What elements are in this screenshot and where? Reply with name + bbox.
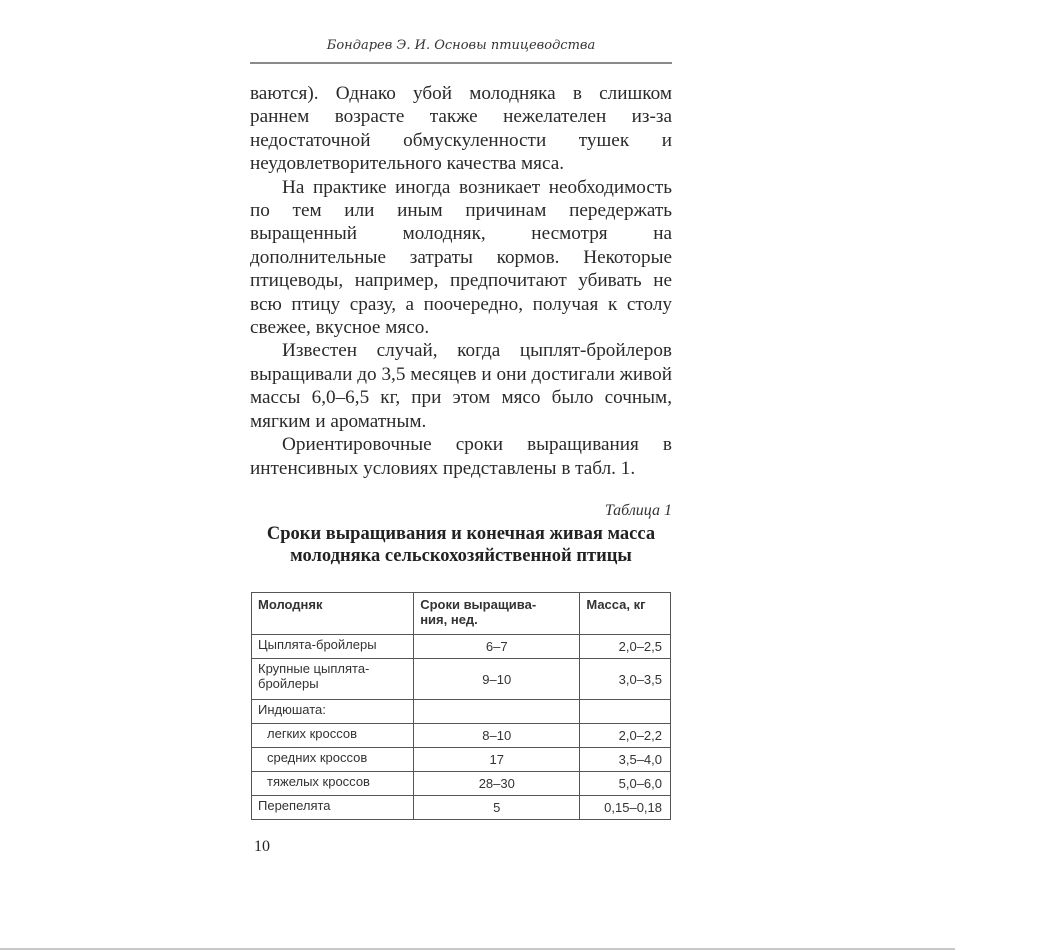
cell-mass bbox=[580, 700, 671, 724]
cell-youngstock: средних кроссов bbox=[252, 748, 414, 772]
cell-mass: 3,0–3,5 bbox=[580, 659, 671, 700]
cell-youngstock: тяжелых кроссов bbox=[252, 772, 414, 796]
table-title bbox=[250, 523, 672, 567]
table-header-row bbox=[252, 593, 671, 635]
data-table bbox=[251, 592, 671, 820]
bottom-rule bbox=[0, 948, 955, 950]
table-row bbox=[252, 772, 671, 796]
table-row bbox=[252, 748, 671, 772]
paragraph: Ориентировочные сроки выращивания в интенсивных условиях представлены в табл. 1. bbox=[250, 434, 672, 479]
cell-weeks bbox=[414, 700, 580, 724]
cell-mass: 5,0–6,0 bbox=[580, 772, 671, 796]
table-row bbox=[252, 724, 671, 748]
table-title-line: молодняка сельскохозяйственной птицы bbox=[290, 546, 632, 566]
header-cell-youngstock: Молодняк bbox=[252, 593, 414, 635]
cell-youngstock: Крупные цыплята-бройлеры bbox=[252, 659, 414, 700]
table-row bbox=[252, 635, 671, 659]
cell-weeks: 6–7 bbox=[414, 635, 580, 659]
paragraph: На практике иногда возникает необходимость по тем или иным причинам передержать выращенный молодняк, несмотря на дополнительные затраты кормов. Некоторые птицеводы, например, предпочитают убивать не всю птицу сразу, а поочередно, получая к столу свежее, вкусное мясо. bbox=[250, 176, 672, 339]
cell-weeks: 17 bbox=[414, 748, 580, 772]
page-number: 10 bbox=[254, 838, 270, 855]
cell-mass: 2,0–2,5 bbox=[580, 635, 671, 659]
cell-youngstock: легких кроссов bbox=[252, 724, 414, 748]
cell-mass: 0,15–0,18 bbox=[580, 796, 671, 820]
table-row bbox=[252, 700, 671, 724]
cell-youngstock: Индюшата: bbox=[252, 700, 414, 724]
table-row bbox=[252, 796, 671, 820]
header-cell-mass: Масса, кг bbox=[580, 593, 671, 635]
paragraph: ваются). Однако убой молодняка в слишком раннем возрасте также нежелателен из-за недостаточной обмускуленности тушек и неудовлетворительного качества мяса. bbox=[250, 83, 672, 175]
table-label: Таблица 1 bbox=[604, 502, 672, 519]
body-text bbox=[250, 82, 672, 480]
header-rule bbox=[250, 62, 672, 64]
cell-weeks: 28–30 bbox=[414, 772, 580, 796]
cell-youngstock: Перепелята bbox=[252, 796, 414, 820]
table-title-line: Сроки выращивания и конечная живая масса bbox=[266, 524, 656, 544]
cell-mass: 2,0–2,2 bbox=[580, 724, 671, 748]
cell-weeks: 5 bbox=[414, 796, 580, 820]
cell-mass: 3,5–4,0 bbox=[580, 748, 671, 772]
cell-youngstock: Цыплята-бройлеры bbox=[252, 635, 414, 659]
paragraph: Известен случай, когда цыплят-бройлеров выращивали до 3,5 месяцев и они достигали живой массы 6,0–6,5 кг, при этом мясо было сочным, мягким и ароматным. bbox=[250, 340, 672, 432]
table-row bbox=[252, 659, 671, 700]
running-head: Бондарев Э. И. Основы птицеводства bbox=[326, 38, 596, 53]
header-cell-weeks: Сроки выращива- ния, нед. bbox=[414, 593, 580, 635]
cell-weeks: 8–10 bbox=[414, 724, 580, 748]
cell-weeks: 9–10 bbox=[414, 659, 580, 700]
